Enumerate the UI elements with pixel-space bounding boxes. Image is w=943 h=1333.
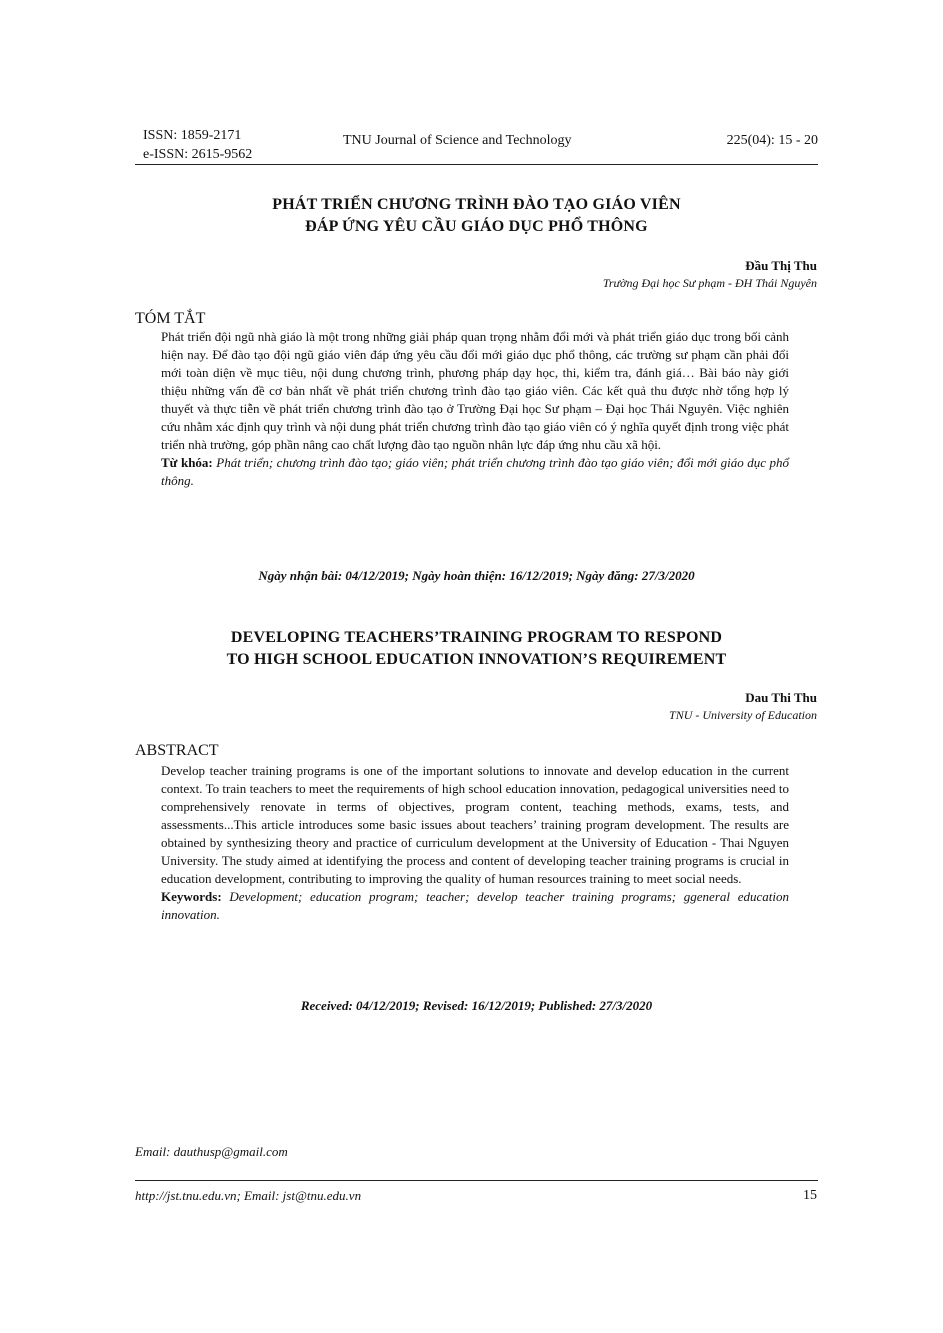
vn-abstract-heading: TÓM TẮT [135,310,206,327]
en-keywords-text: Development; education program; teacher; develop teacher training programs; ggeneral education innovation. [161,889,789,922]
vn-affiliation: Trường Đại học Sư phạm - ĐH Thái Nguyên [602,276,817,290]
page-number: 15 [803,1188,817,1203]
en-abstract-text: Develop teacher training programs is one of the important solutions to innovate and develop education in the current context. To train teachers to meet the requirements of high school education innovation, pedagogical universities need to comprehensively renovate in terms of objectives, program content, teaching methods, exams, tests, and assessments...This article introduces some basic issues about teachers’ training program development. The results are obtained by synthesizing theory and practice of curriculum development at the University of Education - Thai Nguyen University. The study aimed at identifying the process and content of developing teacher training programs is crucial in education development, contributing to improving the quality of human resources training to meet social needs. [161,763,789,886]
issn: ISSN: 1859-2171 [143,128,242,143]
en-keywords [161,888,789,924]
en-dates: Received: 04/12/2019; Revised: 16/12/2019; Published: 27/3/2020 [300,998,653,1013]
vn-abstract-text: Phát triển đội ngũ nhà giáo là một trong những giải pháp quan trọng nhằm đổi mới và phát triển giáo dục trong bối cảnh hiện nay. Để đào tạo đội ngũ giáo viên đáp ứng yêu cầu đổi mới giáo dục phổ thông, các trường sư phạm cần phải đổi mới toàn diện về mục tiêu, nội dung chương trình, phương pháp dạy học, thi, kiểm tra, đánh giá… Bài báo này giới thiệu những vấn đề cơ bản nhất về phát triển chương trình đào tạo giáo viên. Các kết quả thu được nhờ tổng hợp lý thuyết và thực tiễn về phát triển chương trình đào tạo ở Trường Đại học Sư phạm – Đại học Thái Nguyên. Việc nghiên cứu nhằm xác định quy trình và nội dung phát triển chương trình đào tạo giáo viên có ý nghĩa quyết định trong việc phát triển nhà trường, góp phần nâng cao chất lượng đào tạo nguồn nhân lực đáp ứng nhu cầu xã hội. [161,329,789,452]
author-email: Email: dauthusp@gmail.com [135,1144,288,1159]
vn-keywords-text: Phát triển; chương trình đào tạo; giáo viên; phát triển chương trình đào tạo giáo viên; đổi mới giáo dục phổ thông. [161,455,790,488]
en-author: Dau Thi Thu [745,690,817,705]
en-affiliation: TNU - University of Education [669,708,817,722]
journal-name: TNU Journal of Science and Technology [343,133,572,148]
vn-keywords [161,454,789,490]
vn-dates: Ngày nhận bài: 04/12/2019; Ngày hoàn thiện: 16/12/2019; Ngày đăng: 27/3/2020 [258,568,695,583]
footer-rule [135,1180,818,1181]
en-abstract-heading: ABSTRACT [135,742,219,759]
header-rule [135,164,818,165]
vn-title-line2: ĐÁP ỨNG YÊU CẦU GIÁO DỤC PHỔ THÔNG [305,218,648,235]
footer-links: http://jst.tnu.edu.vn; Email: jst@tnu.edu.vn [135,1188,362,1203]
en-title-line1: DEVELOPING TEACHERS’TRAINING PROGRAM TO RESPOND [230,629,723,646]
issue-pages: 225(04): 15 - 20 [726,133,818,148]
vn-keywords-label: Từ khóa: [161,455,213,470]
en-title-line2: TO HIGH SCHOOL EDUCATION INNOVATION’S REQUIREMENT [226,651,727,668]
en-keywords-label: Keywords: [161,889,222,904]
en-abstract-block [161,762,789,924]
vn-author: Đầu Thị Thu [745,258,817,273]
eissn: e-ISSN: 2615-9562 [143,147,253,162]
vn-abstract-block [161,328,789,490]
vn-title-line1: PHÁT TRIỂN CHƯƠNG TRÌNH ĐÀO TẠO GIÁO VIÊN [272,196,681,213]
